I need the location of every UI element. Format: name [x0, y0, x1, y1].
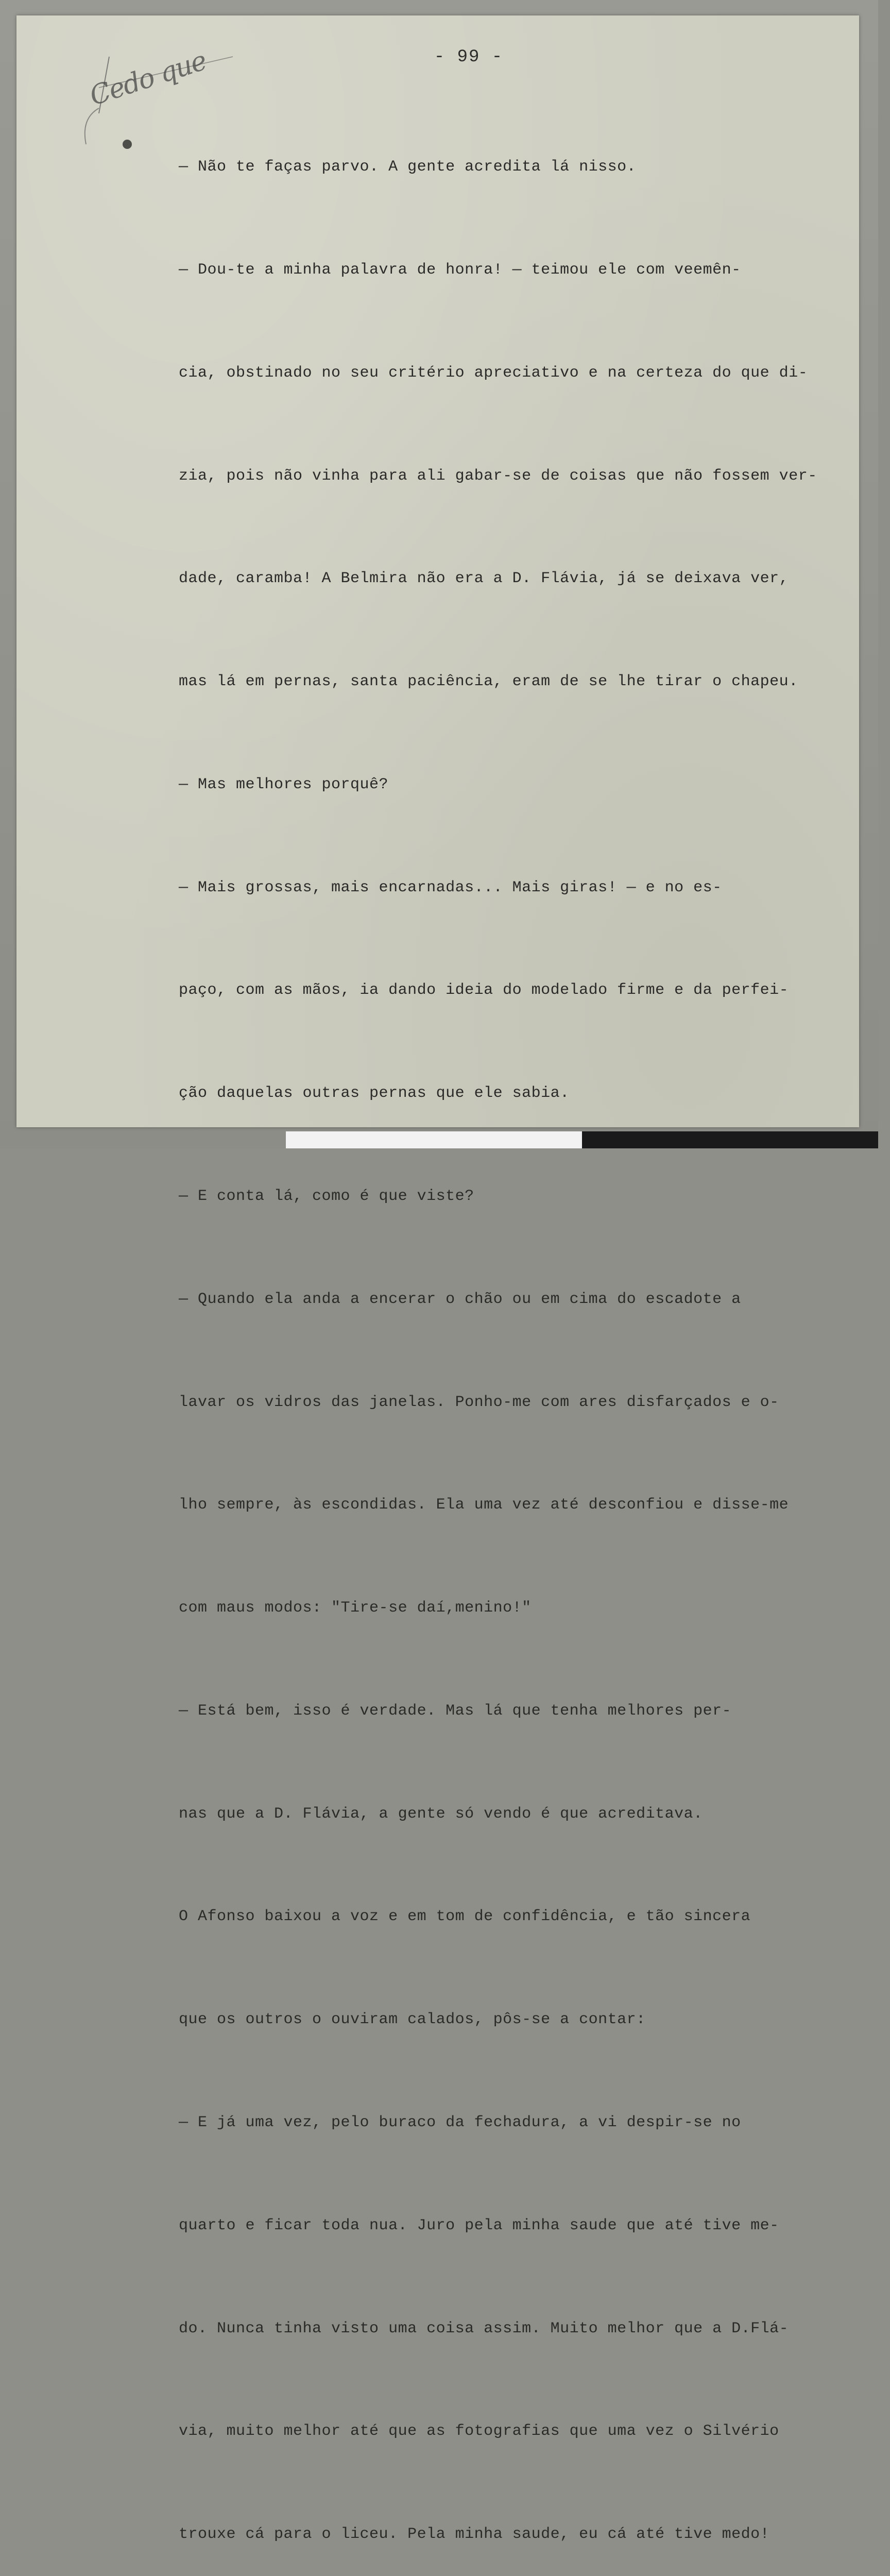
ruler-segment	[641, 1131, 700, 1148]
ruler-segment	[464, 1131, 523, 1148]
text-line: do. Nunca tinha visto uma coisa assim. Muito melhor que a D.Flá-	[179, 2319, 789, 2337]
ruler-segment	[523, 1131, 582, 1148]
ruler-segment	[286, 1131, 345, 1148]
body-text	[179, 81, 869, 2576]
text-line: lho sempre, às escondidas. Ela uma vez até desconfiou e disse-me	[179, 1496, 789, 1514]
margin-note: Cedo que	[86, 45, 210, 112]
text-line: dade, caramba! A Belmira não era a D. Flávia, já se deixava ver,	[179, 570, 789, 588]
ruler-segment	[819, 1131, 878, 1148]
text-line: O Afonso baixou a voz e em tom de confidência, e tão sincera	[179, 1908, 751, 1926]
ruler-segment	[404, 1131, 464, 1148]
text-line: paço, com as mãos, ia dando ideia do modelado firme e da perfei-	[179, 981, 789, 999]
text-line: com maus modos: "Tire-se daí,menino!"	[179, 1599, 532, 1617]
text-line: — Dou-te a minha palavra de honra! — teimou ele com veemên-	[179, 261, 741, 279]
text-line: — Mas melhores porquê?	[179, 775, 389, 793]
text-line: trouxe cá para o liceu. Pela minha saude, eu cá até tive medo!	[179, 2526, 770, 2544]
text-line: cia, obstinado no seu critério apreciativo e na certeza do que di-	[179, 364, 808, 382]
text-line: zia, pois não vinha para ali gabar-se de coisas que não fossem ver-	[179, 467, 817, 485]
text-line: ção daquelas outras pernas que ele sabia.	[179, 1084, 570, 1103]
text-line: quarto e ficar toda nua. Juro pela minha saude que até tive me-	[179, 2216, 779, 2234]
page-number: - 99 -	[434, 47, 504, 67]
text-line: via, muito melhor até que as fotografias que uma vez o Silvério	[179, 2422, 779, 2441]
text-line: que os outros o ouviram calados, pôs-se a contar:	[179, 2011, 646, 2029]
typewritten-page	[16, 15, 859, 2544]
text-line: — Não te faças parvo. A gente acredita lá nisso.	[179, 158, 637, 176]
text-line: — E já uma vez, pelo buraco da fechadura, a vi despir-se no	[179, 2114, 741, 2132]
ruler-segment	[700, 1131, 760, 1148]
text-line: — Mais grossas, mais encarnadas... Mais giras! — e no es-	[179, 878, 722, 896]
ruler-segment	[582, 1131, 641, 1148]
text-line: — Está bem, isso é verdade. Mas lá que tenha melhores per-	[179, 1702, 732, 1720]
ruler-segment	[760, 1131, 819, 1148]
color-calibration-ruler	[286, 1131, 878, 1148]
text-line: mas lá em pernas, santa paciência, eram de se lhe tirar o chapeu.	[179, 673, 798, 691]
text-line: — Quando ela anda a encerar o chão ou em cima do escadote a	[179, 1290, 741, 1308]
text-line: — E conta lá, como é que viste?	[179, 1188, 474, 1205]
ruler-segment	[345, 1131, 404, 1148]
text-line: nas que a D. Flávia, a gente só vendo é que acreditava.	[179, 1805, 703, 1823]
text-line: lavar os vidros das janelas. Ponho-me com ares disfarçados e o-	[179, 1393, 779, 1411]
